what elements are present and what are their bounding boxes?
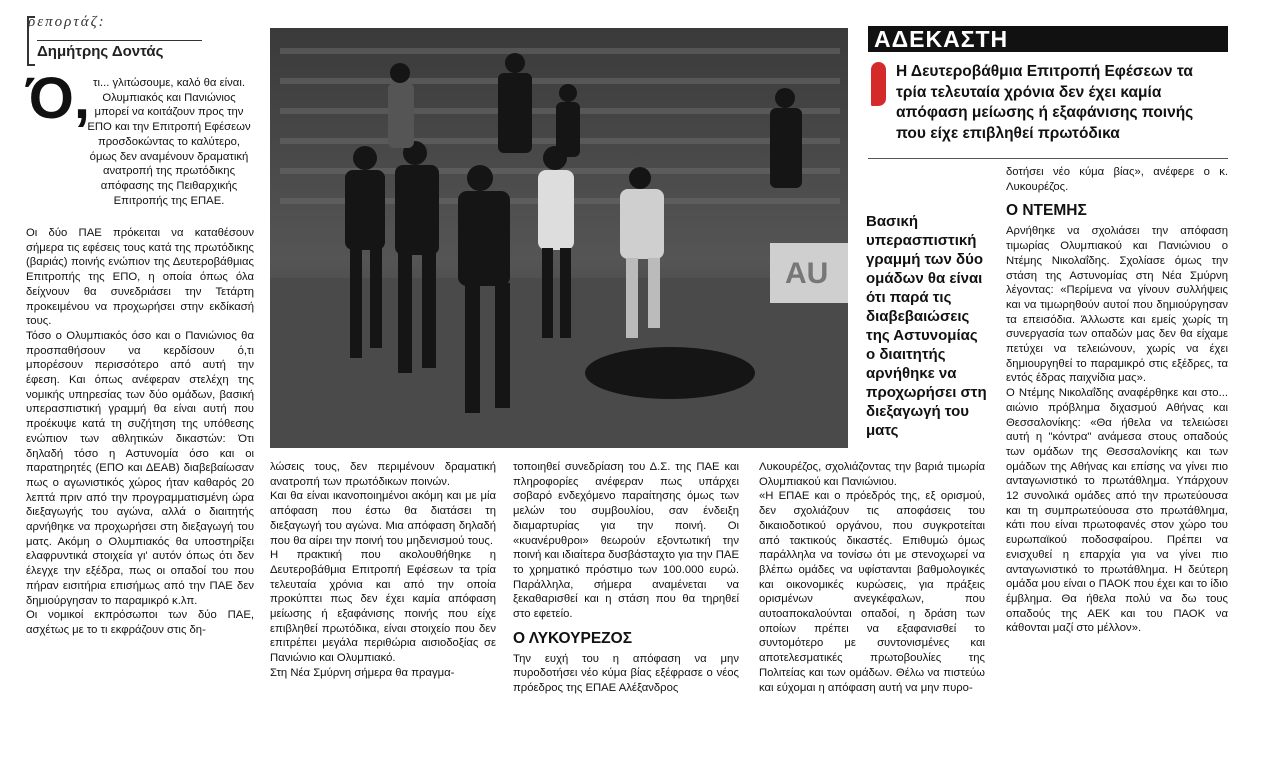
column-4 [759, 460, 985, 695]
paragraph: Οι δύο ΠΑΕ πρόκειται να καταθέσουν σήμερα τις εφέσεις τους κατά της πρωτόδικης (βαριάς) ποινής ενώπιον της Δευτεροβάθμιας Επιτροπής της ΕΠΟ, η οποία όπως όλα δείχνουν θα συνεδριάσει την Τετάρτη προκειμένου να προχωρήσει στην εκδίκασή τους. [26, 227, 254, 328]
byline-author: Δημήτρης Δοντάς [37, 40, 202, 60]
paragraph: «Η ΕΠΑΕ και ο πρόεδρός της, εξ ορισμού, δεν σχολιάζουν τις αποφάσεις του δικαιοδοτικού οργάνου, που συγκροτείται από τακτικούς δικαστές. Επιθυμώ όμως παράλληλα να τονίσω ότι με στενοχωρεί να βλέπω ομάδες να υφίστανται βαθμολογικές και οικονομικές κυρώσεις, για πράξεις ορισμένων ανεγκέφαλων, που αυτοαποκαλούνται οπαδοί, η δράση των οποίων πρέπει να εξαφανισθεί το συντομότερο με συντονισμένες και αποτελεσματικές πρωτοβουλίες της Πολιτείας και των ομάδων. Θέλω να πιστεύω και εύχομαι η απόφαση αυτή να μην πυρο- [759, 490, 985, 694]
paragraph: Ο Ντέμης Νικολαΐδης αναφέρθηκε και στο... αιώνιο πρόβλημα διχασμού Αθήνας και Θεσσαλονίκης: «Θα ήθελα να τελειώσει αυτή η "κόντρα" ανάμεσα στους οπαδούς των ομάδων της Θεσσαλονίκης και των ομάδων της Αθήνας και επίσης να γίνει πιο ανταγωνιστικό το πρωτάθλημα. Υπάρχουν 12 συνολικά ομάδες από την πρωτεύουσα και τη συμπρωτεύουσα στο πρωτάθλημα, κάτι που είναι πρωτοφανές στον χώρο του ευρωπαϊκού ποδοσφαίρου. Πρέπει να ενισχυθεί η επαρχία για να γίνει πιο ανταγωνιστικό το πρωτάθλημα. Η δεύτερη ομάδα μου είναι ο ΠΑΟΚ που έχει και το ίδιο έμβλημα. Θα ήθελα πολύ να δω τους οπαδούς της ΑΕΚ και του ΠΑΟΚ να κάθονται μαζί στο μέλλον». [1006, 387, 1228, 635]
paragraph: τι... γλιτώσουμε, καλό θα είναι. Ολυμπιακός και Πανιώνιος μπορεί να κοιτάζουν προς την ΕΠΟ και την Επιτροπή Εφέσεων προσδοκώντας το καλύτερο, όμως δεν αναμένουν δραματική ανατροπή της πρωτόδικης απόφασης της Πειθαρχικής Επιτροπής της ΕΠΑΕ. [87, 77, 251, 207]
kicker-label: ΑΔΕΚΑΣΤΗ [868, 26, 1228, 52]
subheading-lykourezos: Ο ΛΥΚΟΥΡΕΖΟΣ [513, 629, 633, 647]
svg-text:AU: AU [785, 257, 829, 290]
divider [868, 158, 1228, 159]
paragraph: Λυκουρέζος, σχολιάζοντας την βαριά τιμωρία Ολυμπιακού και Πανιώνιου. [759, 461, 985, 488]
fans-clash-photo [270, 28, 848, 448]
paragraph: Η πρακτική που ακολουθήθηκε η Δευτεροβάθμια Επιτροπή Εφέσεων τα τρία τελευταία χρόνια και από την οποία προκύπτει πως δεν έχει καμία απόφαση μείωσης ή εξαφάνισης ποινής που είχε επιβληθεί πρωτόδικα, είναι στοιχείο που δεν επιτρέπει μεγάλα περιθώρια αισιοδοξίας σε Πανιώνιο και Ολυμπιακό. [270, 549, 496, 665]
column-3 [513, 460, 739, 696]
drop-cap: Ό, [26, 66, 90, 131]
column-5 [1006, 165, 1228, 636]
column-2 [270, 460, 496, 681]
subheading-ntemis: Ο ΝΤΕΜΗΣ [1006, 202, 1087, 220]
paragraph: Αρνήθηκε να σχολιάσει την απόφαση τιμωρίας Ολυμπιακού και Πανιώνιου ο Ντέμης Νικολαΐδης. Σχολίασε όμως την στάση της Αστυνομίας στη Νέα Σμύρνη λέγοντας: «Περίμενα να γίνουν συλλήψεις και να τιμωρηθούν αυτοί που δημιούργησαν τα επεισόδια. Άλλωστε και εμείς χωρίς τη συνεργασία των οπαδών μας δεν θα είχαμε πετύχει να τελειώνουν, χωρίς να έχει δημιουργηθεί το παραμικρό στις εξέδρες, τα εντός έδρας παιχνίδια μας». [1006, 225, 1228, 385]
paragraph: τοποιηθεί συνεδρίαση του Δ.Σ. της ΠΑΕ και πληροφορίες ανέφεραν πως υπάρχει σοβαρό ενδεχόμενο παραίτησης όμως των μελών του συμβουλίου, σαν ένδειξη διαμαρτυρίας για την ποινή. Οι «κυανέρυθροι» θεωρούν εξοντωτική την ποινή και ιδιαίτερα δυσβάσταχτο για την ΠΑΕ το χρηματικό πρόστιμο των 100.000 ευρώ. Παράλληλα, σήμερα αναμένεται να ξεκαθαρισθεί και η στάση που θα τηρηθεί στο εφετείο. [513, 461, 739, 621]
paragraph: Οι νομικοί εκπρόσωποι των δύο ΠΑΕ, ασχέτως με το τι εκφράζουν στις δη- [26, 609, 254, 636]
column-1 [26, 226, 254, 638]
pull-quote: Βασική υπερασπιστική γραμμή των δύο ομάδων θα είναι ότι παρά τις διαβεβαιώσεις της Αστυνομίας ο διαιτητής αρνήθηκε να προχωρήσει στη διεξαγωγή του ματς [866, 213, 987, 439]
column-1-lead [84, 76, 254, 208]
paragraph: Και θα είναι ικανοποιημένοι ακόμη και με μία απόφαση που έστω θα διατάσει τη διεξαγωγή του αγώνα. Μια απόφαση δηλαδή που θα αίρει την ποινή του μηδενισμού τους. [270, 490, 496, 547]
paragraph: Την ευχή του η απόφαση να μην πυροδοτήσει νέο κύμα βίας εξέφρασε ο νέος πρόεδρος της ΕΠΑΕ Αλέξανδρος [513, 652, 739, 695]
deck-headline: Η Δευτεροβάθμια Επιτροπή Εφέσεων τα τρία τελευταία χρόνια δεν έχει καμία απόφαση μείωσης ή εξαφάνισης ποινής που είχε επιβληθεί πρωτόδικα [896, 63, 1194, 142]
red-quote-mark [871, 62, 886, 106]
paragraph: δοτήσει νέο κύμα βίας», ανέφερε ο κ. Λυκουρέζος. [1006, 166, 1228, 193]
byline-label: ρεπορτάζ: [28, 14, 106, 30]
paragraph: λώσεις τους, δεν περιμένουν δραματική ανατροπή των πρωτόδικων ποινών. [270, 461, 496, 488]
paragraph: Τόσο ο Ολυμπιακός όσο και ο Πανιώνιος θα προσπαθήσουν να κερδίσουν ό,τι μπορέσουν περισσότερο από αυτή την έφεση. Και όπως ανέφεραν στελέχη της νομικής υπηρεσίας των δύο ομάδων, βασική υπερασπιστική γραμμή θα είναι αυτή που προέκυψε κατά τη συζήτηση της υπόθεσης ενώπιον των αθλητικών δικαστών: Ότι δηλαδή τόσο η Αστυνομία όσο και οι παρατηρητές (ΕΠΟ και ΔΕΑΒ) διαβεβαίωσαν πως ο αγωνιστικός χώρος ήταν καθαρός 20 λεπτά πριν από την προγραμματισμένη ώρα διεξαγωγής του αγώνα, αλλά ο διαιτητής αρνήθηκε να προχωρήσει στη διεξαγωγή του ματς. Ακόμη ο Ολυμπιακός θα υποστηρίξει ελαφρυντικά στοιχεία γι' αυτόν όπως ότι δεν έλεγχε την εξέδρα, πως οι οπαδοί του που πήραν εισιτήρια επισήμως από την ΠΑΕ δεν δημιούργησαν το παραμικρό κ.λπ. [26, 329, 254, 607]
news-photo [270, 28, 848, 448]
paragraph: Στη Νέα Σμύρνη σήμερα θα πραγμα- [270, 666, 455, 679]
